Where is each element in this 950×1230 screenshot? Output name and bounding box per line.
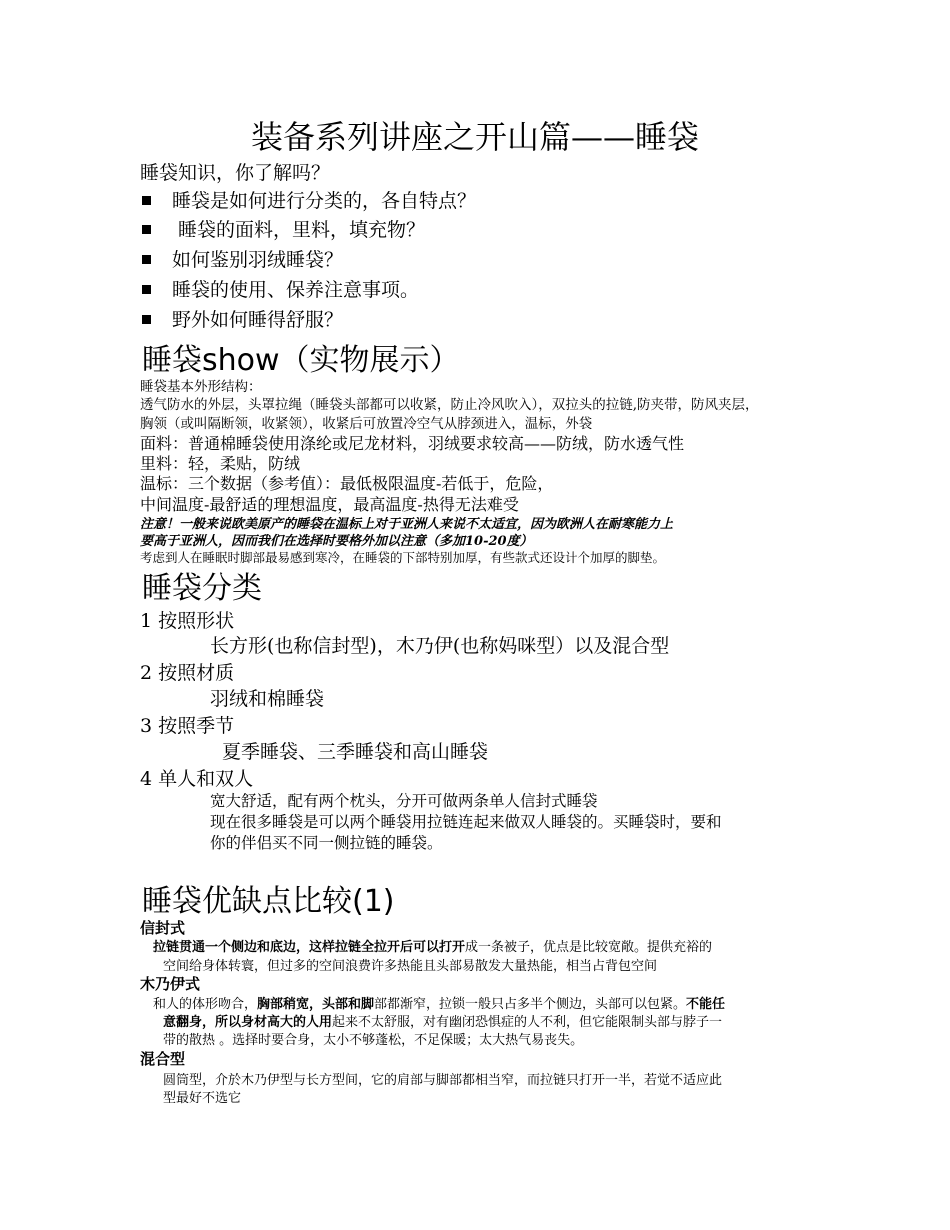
bullet-item: 如何鉴别羽绒睡袋？ bbox=[142, 245, 343, 272]
type-description: 拉链贯通一个侧边和底边，这样拉链全拉开后可以打开成一条被子，优点是比较宽敞。提供充裕的 bbox=[153, 940, 713, 955]
bullet-item: 睡袋是如何进行分类的，各自特点？ bbox=[142, 186, 476, 213]
category-heading: 2 按照材质 bbox=[140, 662, 235, 684]
bullet-item: 睡袋的使用、保养注意事项。 bbox=[142, 275, 419, 302]
type-description: 圆筒型，介於木乃伊型与长方型间，它的肩部与脚部都相当窄，而拉链只打开一半，若觉不适应此 bbox=[163, 1073, 723, 1088]
category-heading: 3 按照季节 bbox=[140, 715, 235, 737]
structure-label: 睡袋基本外形结构： bbox=[140, 379, 262, 395]
structure-line: 胸领（或叫隔断领，收紧领），收紧后可放置冷空气从脖颈进入，温标，外袋 bbox=[140, 416, 593, 432]
bullet-item: 野外如何睡得舒服？ bbox=[142, 305, 343, 332]
type-description: 型最好不选它 bbox=[163, 1091, 242, 1106]
square-bullet-icon bbox=[142, 285, 151, 294]
category-detail: 夏季睡袋、三季睡袋和高山睡袋 bbox=[222, 741, 489, 763]
category-detail: 你的伴侣买不同一侧拉链的睡袋。 bbox=[210, 834, 443, 852]
type-description: 和人的体形吻合，胸部稍宽，头部和脚部都渐窄，拉锁一般只占多半个侧边，头部可以包紧。不能任 bbox=[153, 997, 726, 1012]
page-title: 装备系列讲座之开山篇——睡袋 bbox=[250, 118, 699, 156]
category-detail: 长方形(也称信封型)，木乃伊(也称妈咪型）以及混合型 bbox=[210, 635, 670, 657]
temp-label-line: 中间温度-最舒适的理想温度，最高温度-热得无法难受 bbox=[140, 495, 519, 514]
fabric-line: 面料：普通棉睡袋使用涤纶或尼龙材料，羽绒要求较高——防绒，防水透气性 bbox=[140, 434, 685, 453]
square-bullet-icon bbox=[142, 255, 151, 264]
lining-line: 里料：轻，柔贴，防绒 bbox=[140, 454, 301, 473]
type-heading-hybrid: 混合型 bbox=[140, 1050, 186, 1068]
type-description: 空间给身体转寰，但过多的空间浪费许多热能且头部易散发大量热能，相当占背包空间 bbox=[163, 959, 658, 974]
type-description: 意翻身，所以身材高大的人用起来不太舒服，对有幽闭恐惧症的人不利，但它能限制头部与脖子一 bbox=[163, 1015, 723, 1030]
category-detail: 宽大舒适，配有两个枕头，分开可做两条单人信封式睡袋 bbox=[210, 792, 598, 810]
square-bullet-icon bbox=[142, 315, 151, 324]
structure-line: 透气防水的外层，头罩拉绳（睡袋头部都可以收紧，防止冷风吹入），双拉头的拉链,防夹带，防风夹层， bbox=[140, 397, 759, 413]
type-description: 带的散热 。选择时要合身，太小不够蓬松，不足保暖；太大热气易丧失。 bbox=[163, 1033, 584, 1048]
category-heading: 1 按照形状 bbox=[140, 610, 235, 632]
section-heading-show: 睡袋show（实物展示） bbox=[142, 343, 460, 378]
temp-label-line: 温标：三个数据（参考值）：最低极限温度-若低于，危险， bbox=[140, 474, 554, 493]
intro-question: 睡袋知识，你了解吗？ bbox=[140, 162, 331, 184]
square-bullet-icon bbox=[142, 196, 151, 205]
category-heading: 4 单人和双人 bbox=[140, 768, 254, 790]
warning-note: 要高于亚洲人，因而我们在选择时要格外加以注意（多加10-20度） bbox=[140, 534, 533, 549]
footnote-line: 考虑到人在睡眠时脚部最易感到寒冷，在睡袋的下部特别加厚，有些款式还设计个加厚的脚垫。 bbox=[140, 550, 666, 565]
warning-note: 注意！一般来说欧美原产的睡袋在温标上对于亚洲人来说不太适宜，因为欧洲人在耐寒能力上 bbox=[140, 517, 674, 532]
section-heading-comparison: 睡袋优缺点比较(1) bbox=[142, 884, 395, 919]
square-bullet-icon bbox=[142, 225, 151, 234]
type-heading-envelope: 信封式 bbox=[140, 919, 186, 937]
bullet-item: 睡袋的面料，里料，填充物？ bbox=[142, 215, 425, 242]
category-detail: 现在很多睡袋是可以两个睡袋用拉链连起来做双人睡袋的。买睡袋时，要和 bbox=[210, 813, 722, 831]
type-heading-mummy: 木乃伊式 bbox=[140, 975, 201, 993]
category-detail: 羽绒和棉睡袋 bbox=[210, 688, 325, 710]
section-heading-classification: 睡袋分类 bbox=[142, 571, 262, 606]
